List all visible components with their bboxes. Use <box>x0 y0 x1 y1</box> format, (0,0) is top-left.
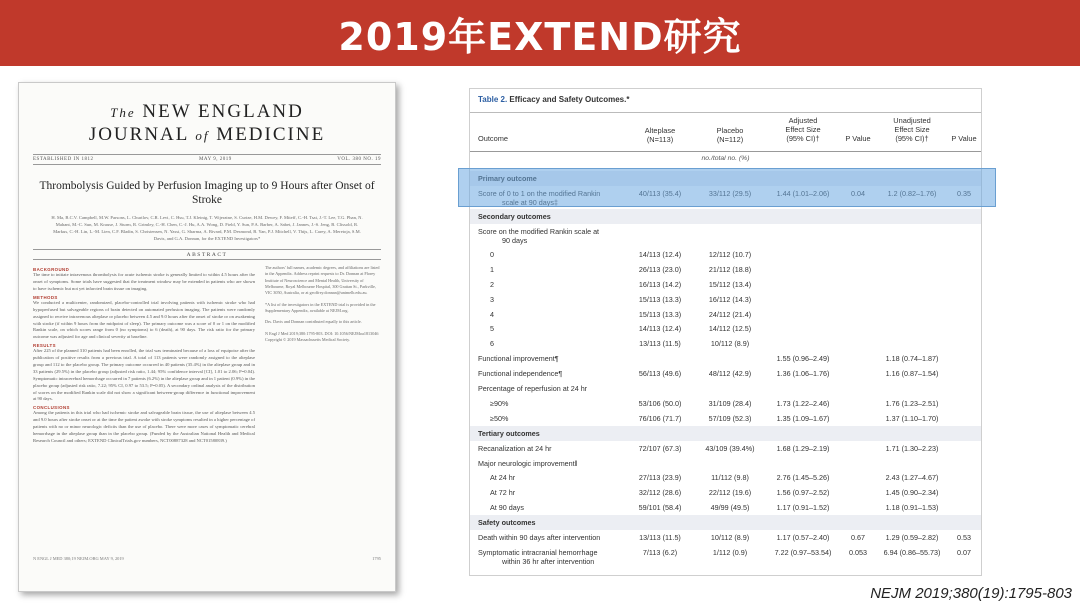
header-placebo: Placebo (N=112) <box>716 126 744 144</box>
placebo-cell: 24/112 (21.4) <box>708 309 752 319</box>
placebo-cell: 49/99 (49.5) <box>710 503 750 513</box>
unadjusted-effect-cell: 1.29 (0.59–2.82) <box>885 533 939 543</box>
placebo-cell: 48/112 (42.9) <box>708 369 752 379</box>
primary-outcome-highlight <box>458 168 996 207</box>
table-title <box>470 89 981 113</box>
row-label: Safety outcomes <box>478 518 536 528</box>
row-label: Secondary outcomes <box>478 211 551 221</box>
unadjusted-effect-cell: 1.18 (0.74–1.87) <box>885 354 939 364</box>
table-row <box>470 411 981 426</box>
pvalue-adjusted-cell: 0.053 <box>849 547 867 557</box>
row-label: Percentage of reperfusion at 24 hr <box>478 384 588 394</box>
unadjusted-effect-cell: 1.71 (1.30–2.23) <box>885 443 939 453</box>
table-section-row <box>470 209 981 224</box>
alteplase-cell: 13/113 (11.5) <box>639 339 681 349</box>
row-label: Score on the modified Rankin scale at <box>478 226 600 236</box>
placebo-cell: 43/109 (39.4%) <box>705 443 755 453</box>
table-row <box>470 545 981 568</box>
citation: NEJM 2019;380(19):1795-803 <box>870 585 1072 602</box>
title-banner <box>0 0 1080 66</box>
article-title: Thrombolysis Guided by Perfusion Imaging up to 9 Hours after Onset of Stroke <box>39 180 375 207</box>
row-label: Recanalization at 24 hr <box>478 443 552 453</box>
results-text: After 225 of the planned 310 patients had been enrolled, the trial was terminated because of a loss of equipoise after the publication of positive results from a previous trial. A total of 113 patients were randomly assigned to the alteplase group and 112 to the placebo group. The primary outcome occurred in 40 patients (35.4%) in the alteplase group and in 33 patients (29.5%) in the placebo group (adjusted risk ratio, 1.44; 95% confidence interval [CI], 1.01 to 2.06; P=0.04). Symptomatic intracerebral hemorrhage occurred in 7 patients (6.2%) in the alteplase group and in 1 patient (0.9%) in the placebo group (adjusted risk ratio, 7.22; 95% CI, 0.97 to 53.5; P=0.05). A secondary ordinal analysis of the distribution of scores on the modified Rankin scale did not show a significant between-group difference in functional improvement at 90 days. <box>33 348 255 402</box>
row-label: 3 <box>490 294 494 304</box>
pvalue-unadjusted-cell: 0.07 <box>957 547 971 557</box>
adjusted-effect-cell: 1.35 (1.09–1.67) <box>776 413 830 423</box>
issue-date: MAY 9, 2019 <box>198 157 232 162</box>
footer-journal: N ENGL J MED 380;19 NEJM.ORG MAY 9, 2019 <box>33 556 124 561</box>
row-label: Functional improvement¶ <box>478 354 559 364</box>
alteplase-cell: 53/106 (50.0) <box>638 398 682 408</box>
results-heading: RESULTS <box>33 343 56 349</box>
alteplase-cell: 59/101 (58.4) <box>638 503 682 513</box>
side-note-investigators: *A list of the investigators in the EXTEND trial is provided in the Supplementary Appendix, available at NEJM.org. <box>265 301 376 313</box>
unadjusted-effect-cell: 1.16 (0.87–1.54) <box>885 369 939 379</box>
slide-title: 2019年EXTEND研究 <box>338 14 742 59</box>
adjusted-effect-cell: 1.73 (1.22–2.46) <box>776 398 830 408</box>
background-heading: BACKGROUND <box>33 267 70 273</box>
row-label: ≥50% <box>490 413 509 423</box>
adjusted-effect-cell: 1.17 (0.91–1.52) <box>776 503 830 513</box>
placebo-cell: 11/112 (9.8) <box>711 473 749 483</box>
row-label: At 90 days <box>490 503 524 513</box>
article-image <box>18 82 396 592</box>
row-label: ≥90% <box>490 398 509 408</box>
table-row <box>470 485 981 500</box>
adjusted-effect-cell: 2.76 (1.45–5.26) <box>776 473 830 483</box>
masthead-of: of <box>195 128 210 143</box>
row-label: At 72 hr <box>490 488 516 498</box>
placebo-cell: 21/112 (18.8) <box>708 264 752 274</box>
alteplase-cell: 14/113 (12.4) <box>638 249 682 259</box>
placebo-cell: 1/112 (0.9) <box>712 547 748 557</box>
pvalue-unadjusted-cell: 0.53 <box>957 533 971 543</box>
header-alteplase: Alteplase (N=113) <box>644 126 676 144</box>
footer-page-number: 1795 <box>372 556 381 561</box>
unadjusted-effect-cell: 6.94 (0.86–55.73) <box>883 547 941 557</box>
table-caption: Efficacy and Safety Outcomes.* <box>507 95 630 104</box>
unit-label: no./total no. (%) <box>701 155 750 162</box>
placebo-cell: 14/112 (12.5) <box>708 324 752 334</box>
journal-masthead <box>19 83 395 146</box>
row-label: Functional independence¶ <box>478 369 563 379</box>
alteplase-cell: 56/113 (49.6) <box>638 369 682 379</box>
unadjusted-effect-cell: 1.37 (1.10–1.70) <box>885 413 939 423</box>
row-label-continued: 90 days <box>502 235 528 245</box>
established-text: ESTABLISHED IN 1812 <box>33 157 94 162</box>
adjusted-effect-cell: 7.22 (0.97–53.54) <box>774 547 832 557</box>
pvalue-adjusted-cell: 0.67 <box>851 533 865 543</box>
table-row <box>470 277 981 292</box>
placebo-cell: 15/112 (13.4) <box>708 279 752 289</box>
unadjusted-effect-cell: 1.76 (1.23–2.51) <box>885 398 939 408</box>
placebo-cell: 16/112 (14.3) <box>708 294 752 304</box>
adjusted-effect-cell: 1.55 (0.96–2.49) <box>776 354 830 364</box>
row-label: 5 <box>490 324 494 334</box>
row-label: Tertiary outcomes <box>478 428 540 438</box>
row-label: At 24 hr <box>490 473 516 483</box>
row-label: 0 <box>490 249 494 259</box>
table-row <box>470 530 981 545</box>
placebo-cell: 31/109 (28.4) <box>708 398 752 408</box>
adjusted-effect-cell: 1.17 (0.57–2.40) <box>776 533 830 543</box>
conclusions-heading: CONCLUSIONS <box>33 405 70 411</box>
article-authors: H. Ma, B.C.V. Campbell, M.W. Parsons, L. Churilov, C.R. Levi, C. Hsu, T.J. Kleinig, T. Wijeratne, S. Curtze, H.M. Dewey, F. Miteff, C.-H. Tsai, J.-T. Lee, T.G. Phan, N. Mahant, M.-C. Sun, M. Krause, J. Sturm, R. Grimley, C.-H. Chen, C.-J. Hu, A.A. Wong, D. Field, Y. Sun, P.A. Barber, A. Sabet, J. Jannes, J.-S. Jeng, B. Clissold, R. Markus, C.-H. Lin, L.-M. Lien, C.F. Bladin, S. Christensen, N. Yassi, G. Sharma, A. Bivard, P.M. Desmond, B. Yan, P.J. Mitchell, V. Thijs, L. Carey, A. Meretoja, S.M. Davis, and G.A. Donnan, for the EXTEND Investigators* <box>51 214 363 242</box>
table-row <box>470 351 981 366</box>
masthead-line1: NEW ENGLAND <box>142 101 304 122</box>
adjusted-effect-cell: 1.68 (1.29–2.19) <box>776 443 830 453</box>
alteplase-cell: 15/113 (13.3) <box>638 294 682 304</box>
abstract-body <box>33 265 255 445</box>
article-footer <box>33 556 381 561</box>
header-outcome: Outcome <box>478 134 508 143</box>
header-pvalue-unadjusted: P Value <box>951 134 977 143</box>
alteplase-cell: 27/113 (23.9) <box>638 473 682 483</box>
table-row <box>470 396 981 411</box>
alteplase-cell: 15/113 (13.3) <box>638 309 682 319</box>
row-label: 2 <box>490 279 494 289</box>
row-label: Major neurologic improvement‖ <box>478 458 578 468</box>
table-row <box>470 262 981 277</box>
row-label-continued: within 36 hr after intervention <box>502 556 595 566</box>
row-label: Death within 90 days after intervention <box>478 533 601 543</box>
alteplase-cell: 7/113 (6.2) <box>642 547 678 557</box>
table-row <box>470 336 981 351</box>
header-pvalue-adjusted: P Value <box>845 134 871 143</box>
side-note-affiliations: The authors' full names, academic degrees, and affiliations are listed in the Appendix. Address reprint requests to Dr. Donnan at Florey Institute of Neuroscience and Mental Health, University of Melbourne, Royal Melbourne Hospital, 300 Grattan St., Parkville, VIC 3050, Australia, or at geoffrey.donnan@unimelb.edu.au. <box>265 265 380 296</box>
table-row <box>470 366 981 381</box>
outcomes-table <box>469 88 982 576</box>
alteplase-cell: 16/113 (14.2) <box>638 279 682 289</box>
dateline <box>33 154 381 165</box>
methods-heading: METHODS <box>33 294 58 300</box>
placebo-cell: 22/112 (19.6) <box>708 488 752 498</box>
background-text: The time to initiate intravenous thrombolysis for acute ischemic stroke is generally limited to within 4.5 hours after the onset of symptoms. Some trials have suggested that the treatment window may be extended in patients who are shown to have ischemic but not yet infarcted brain tissue on imaging. <box>33 272 255 291</box>
table-row <box>470 224 981 247</box>
table-row <box>470 292 981 307</box>
abstract-sidebar <box>265 265 381 445</box>
adjusted-effect-cell: 1.56 (0.97–2.52) <box>776 488 830 498</box>
methods-text: We conducted a multicenter, randomized, placebo-controlled trial involving patients with ischemic stroke who had hypoperfused but salvageable regions of brain detected on automated perfusion imaging. The patients were randomly assigned to receive intravenous alteplase or placebo between 4.5 and 9.0 hours after the onset of stroke or on awakening with stroke (if within 9 hours from the midpoint of sleep). The primary outcome was a score of 0 or 1 on the modified Rankin scale, on which scores range from 0 (no symptoms) to 6 (death), at 90 days. The risk ratio for the primary outcome was adjusted for age and clinical severity at baseline. <box>33 299 255 340</box>
unadjusted-effect-cell: 2.43 (1.27–4.67) <box>885 473 939 483</box>
row-label: Symptomatic intracranial hemorrhage <box>478 547 598 557</box>
placebo-cell: 10/112 (8.9) <box>710 533 750 543</box>
table-row <box>470 500 981 515</box>
side-note-contribution: Drs. Davis and Donnan contributed equally to this article. <box>265 319 362 325</box>
row-label: 6 <box>490 339 494 349</box>
table-row <box>470 307 981 322</box>
alteplase-cell: 26/113 (23.0) <box>638 264 682 274</box>
adjusted-effect-cell: 1.36 (1.06–1.76) <box>776 369 830 379</box>
masthead-the: The <box>110 105 136 120</box>
alteplase-cell: 14/113 (12.4) <box>638 324 682 334</box>
unadjusted-effect-cell: 1.45 (0.90–2.34) <box>885 488 939 498</box>
row-label: 4 <box>490 309 494 319</box>
abstract-label: ABSTRACT <box>33 249 381 260</box>
table-row <box>470 247 981 262</box>
placebo-cell: 10/112 (8.9) <box>710 339 750 349</box>
alteplase-cell: 72/107 (67.3) <box>638 443 682 453</box>
placebo-cell: 57/109 (52.3) <box>708 413 752 423</box>
masthead-line2: MEDICINE <box>216 124 326 145</box>
header-rule <box>470 151 981 152</box>
unadjusted-effect-cell: 1.18 (0.91–1.53) <box>885 503 939 513</box>
table-row <box>470 470 981 485</box>
row-label: 1 <box>490 264 494 274</box>
header-unadjusted: Unadjusted Effect Size (95% CI)† <box>893 116 931 143</box>
table-row <box>470 321 981 336</box>
header-adjusted: Adjusted Effect Size (95% CI)† <box>785 116 821 143</box>
masthead-journal: JOURNAL <box>88 124 189 145</box>
table-row <box>470 381 981 396</box>
alteplase-cell: 13/113 (11.5) <box>639 533 681 543</box>
placebo-cell: 12/112 (10.7) <box>708 249 752 259</box>
table-number: Table 2. <box>478 95 508 104</box>
issue-volume: VOL. 380 NO. 19 <box>337 157 381 162</box>
table-section-row <box>470 426 981 441</box>
alteplase-cell: 76/106 (71.7) <box>638 413 682 423</box>
table-row <box>470 441 981 456</box>
alteplase-cell: 32/112 (28.6) <box>638 488 682 498</box>
table-section-row <box>470 515 981 530</box>
conclusions-text: Among the patients in this trial who had ischemic stroke and salvageable brain tissue, the use of alteplase between 4.5 and 9.0 hours after stroke onset or at the time the patient awoke with stroke symptoms resulted in a higher percentage of patients with no or minor neurologic deficits than the use of placebo. There were more cases of symptomatic cerebral hemorrhage in the alteplase group than in the placebo group. (Funded by the Australian National Health and Medical Research Council and others; EXTEND ClinicalTrials.gov numbers, NCT00887328 and NCT01580839.) <box>33 410 255 443</box>
side-note-citation: N Engl J Med 2019;380:1795-803. DOI: 10.1056/NEJMoa1813046 Copyright © 2019 Massachusetts Medical Society. <box>265 330 379 342</box>
table-row <box>470 456 981 471</box>
